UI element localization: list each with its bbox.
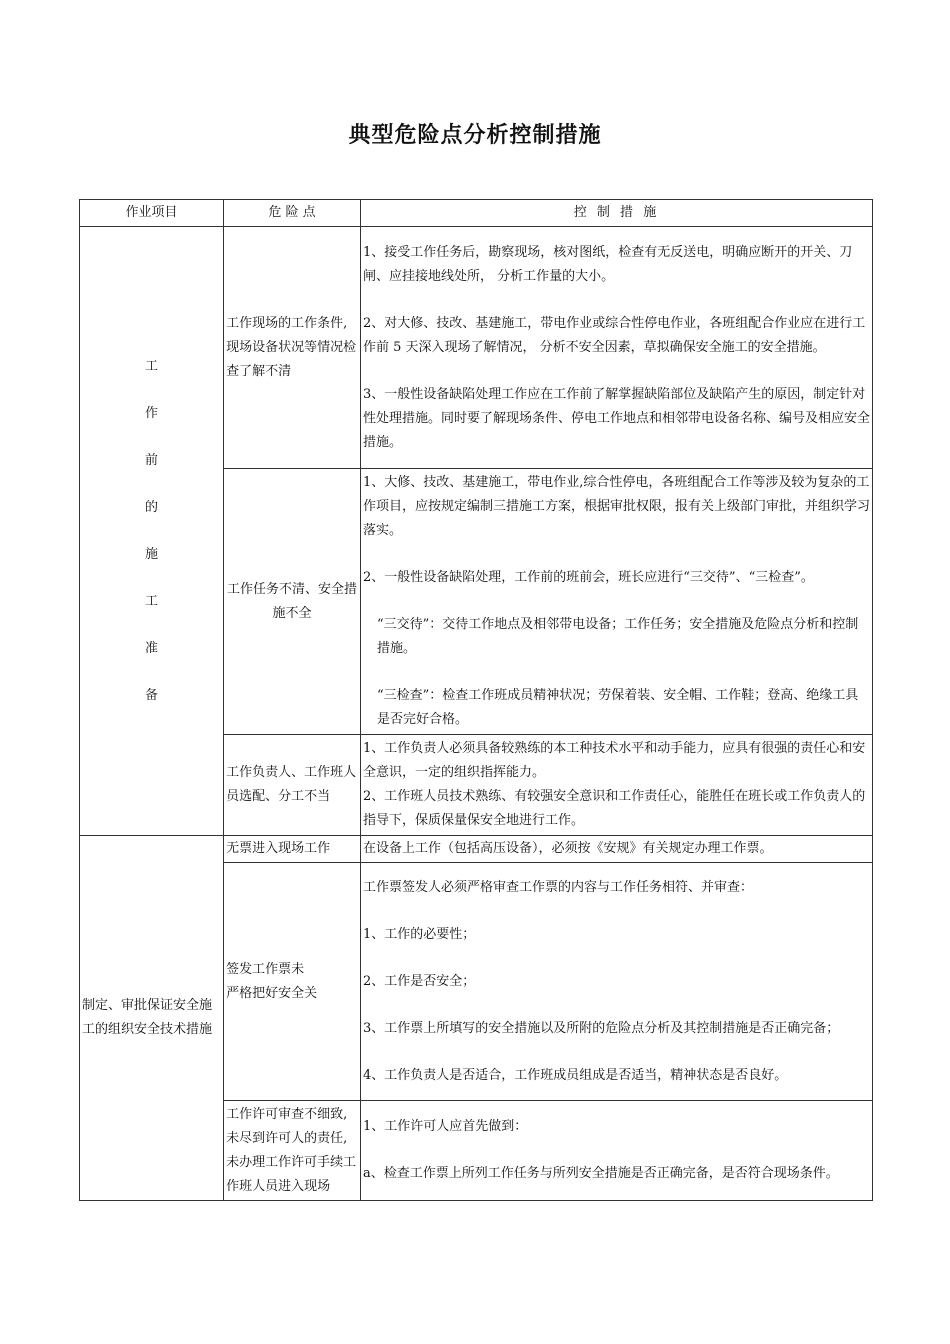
measure-text: “三交待”：交待工作地点及相邻带电设备；工作任务；安全措施及危险点分析和控制措施。 xyxy=(377,617,859,656)
table-row xyxy=(80,227,873,469)
measures-cell: 在设备上工作（包括高压设备），必须按《安规》有关规定办理工作票。 xyxy=(361,836,873,863)
risk-cell: 工作现场的工作条件,现场设备状况等情况检查了解不清 xyxy=(224,227,361,469)
measure-text: 2、工作班人员技术熟练、有较强安全意识和工作责任心，能胜任在班长或工作负责人的指导下，保质保量保安全地进行工作。 xyxy=(363,789,866,828)
page-title: 典型危险点分析控制措施 xyxy=(348,122,602,148)
risk-cell: 工作任务不清、安全措施不全 xyxy=(224,469,361,735)
measure-text: 2、工作是否安全； xyxy=(363,973,476,989)
measures-cell xyxy=(361,469,873,735)
header-work-item: 作业项目 xyxy=(80,200,224,227)
measures-cell xyxy=(361,227,873,469)
measure-text: 2、一般性设备缺陷处理，工作前的班前会，班长应进行“三交待”、“三检查”。 xyxy=(363,570,814,585)
table-header-row xyxy=(80,200,873,227)
risk-control-table xyxy=(79,199,873,1201)
measure-text: 1、工作负责人必须具备较熟练的本工种技术水平和动手能力，应具有很强的责任心和安全意识，一定的组织指挥能力。 xyxy=(363,741,866,780)
risk-cell: 工作负责人、工作班人员选配、分工不当 xyxy=(224,735,361,836)
measure-text: a、检查工作票上所列工作任务与所列安全措施是否正确完备，是否符合现场条件。 xyxy=(363,1166,839,1181)
measure-text: “三检查”：检查工作班成员精神状况；劳保着装、安全帽、工作鞋；登高、绝缘工具是否完好合格。 xyxy=(377,688,859,727)
measure-text: 1、工作许可人应首先做到： xyxy=(363,1119,528,1134)
measure-text: 4、工作负责人是否适合，工作班成员组成是否适当，精神状态是否良好。 xyxy=(363,1067,788,1083)
header-risk-point: 危 险 点 xyxy=(224,200,361,227)
risk-cell: 签发工作票未 严格把好安全关 xyxy=(224,863,361,1101)
measures-cell xyxy=(361,1101,873,1201)
risk-cell: 工作许可审查不细致,未尽到许可人的责任,未办理工作许可手续工作班人员进入现场 xyxy=(224,1101,361,1201)
measure-text: 3、工作票上所填写的安全措施以及所附的危险点分析及其控制措施是否正确完备； xyxy=(363,1020,840,1036)
measures-cell xyxy=(361,863,873,1101)
measure-text: 1、工作的必要性； xyxy=(363,926,476,942)
measure-text: 2、对大修、技改、基建施工，带电作业或综合性停电作业，各班组配合作业应在进行工作前 5 天深入现场了解情况， 分析不安全因素，草拟确保安全施工的安全措施。 xyxy=(363,315,866,355)
section2-label: 制定、审批保证安全施工的组织安全技术措施 xyxy=(80,836,224,1201)
measure-text: 1、接受工作任务后，勘察现场，核对图纸，检查有无反送电，明确应断开的开关、刀闸、应挂接地线处所， 分析工作量的大小。 xyxy=(363,244,853,284)
risk-cell: 无票进入现场工作 xyxy=(224,836,361,863)
header-control-measures: 控 制 措 施 xyxy=(361,200,873,227)
measure-text: 3、一般性设备缺陷处理工作应在工作前了解掌握缺陷部位及缺陷产生的原因，制定针对性处理措施。同时要了解现场条件、停电工作地点和相邻带电设备名称、编号及相应安全措施。 xyxy=(363,386,871,450)
measure-text: 1、大修、技改、基建施工，带电作业,综合性停电，各班组配合工作等涉及较为复杂的工作项目，应按规定编制三措施工方案，根据审批权限，报有关上级部门审批，并组织学习落实。 xyxy=(363,475,871,538)
table-row xyxy=(80,836,873,863)
measures-cell xyxy=(361,735,873,836)
measure-text: 工作票签发人必须严格审查工作票的内容与工作任务相符、并审查： xyxy=(363,879,754,895)
section1-label: 工 作 前 的 施 工 准 备 xyxy=(80,227,224,836)
